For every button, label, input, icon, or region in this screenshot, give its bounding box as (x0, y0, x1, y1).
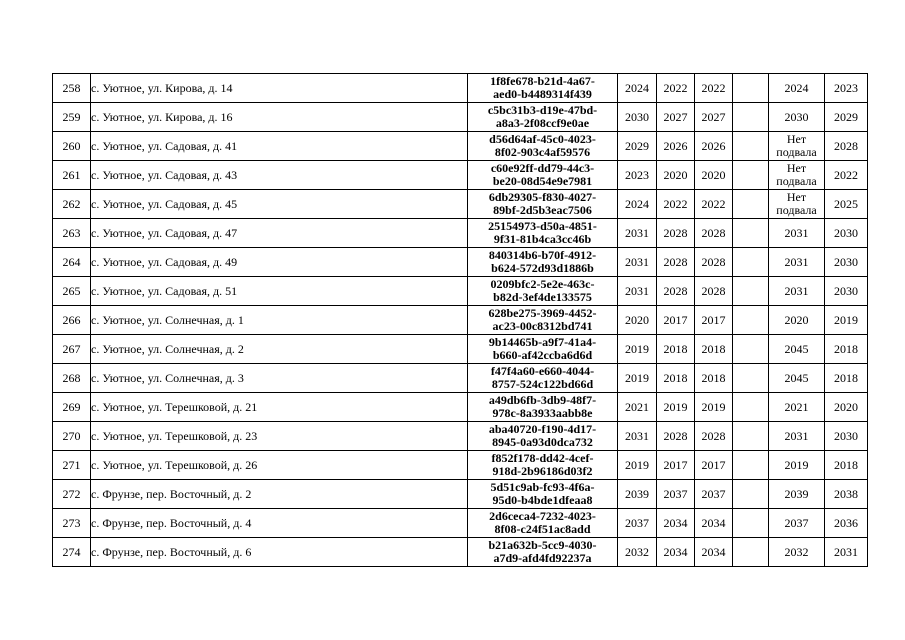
basement-note-cell (769, 190, 825, 219)
year-cell-6: 2018 (825, 451, 868, 480)
year-cell-3: 2022 (695, 74, 733, 103)
guid-cell (468, 306, 618, 335)
guid-cell-line-2: 95d0-b4bde1dfeaa8 (492, 493, 593, 507)
year-cell-2: 2027 (657, 103, 695, 132)
year-cell-3: 2037 (695, 480, 733, 509)
empty-cell (733, 364, 769, 393)
guid-cell-line-1: 6db29305-f830-4027- (488, 190, 597, 204)
guid-cell-line-2: aed0-b4489314f439 (493, 87, 592, 101)
year-cell-1: 2029 (618, 132, 657, 161)
guid-cell (468, 451, 618, 480)
year-cell-3: 2028 (695, 219, 733, 248)
basement-note-cell-line-1: Нет (786, 190, 807, 204)
year-cell-2: 2022 (657, 74, 695, 103)
year-cell-2: 2017 (657, 306, 695, 335)
year-cell-6: 2018 (825, 364, 868, 393)
year-cell-1: 2023 (618, 161, 657, 190)
year-cell-5: 2021 (769, 393, 825, 422)
guid-cell-line-1: b21a632b-5cc9-4030- (488, 538, 597, 552)
empty-cell (733, 132, 769, 161)
year-cell-3: 2022 (695, 190, 733, 219)
year-cell-1: 2039 (618, 480, 657, 509)
guid-cell (468, 538, 618, 567)
year-cell-1: 2019 (618, 451, 657, 480)
table-row (53, 277, 868, 306)
year-cell-6: 2020 (825, 393, 868, 422)
row-number: 261 (53, 161, 91, 190)
address-cell: с. Уютное, ул. Садовая, д. 45 (91, 190, 468, 219)
table-body (53, 74, 868, 567)
table-row (53, 509, 868, 538)
year-cell-1: 2019 (618, 364, 657, 393)
row-number: 274 (53, 538, 91, 567)
row-number: 270 (53, 422, 91, 451)
year-cell-5: 2024 (769, 74, 825, 103)
year-cell-3: 2027 (695, 103, 733, 132)
empty-cell (733, 422, 769, 451)
empty-cell (733, 161, 769, 190)
guid-cell (468, 132, 618, 161)
year-cell-6: 2030 (825, 219, 868, 248)
guid-cell-line-2: 978c-8a3933aabb8e (492, 406, 593, 420)
row-number: 269 (53, 393, 91, 422)
guid-cell-line-1: c5bc31b3-d19e-47bd- (487, 103, 598, 117)
year-cell-3: 2028 (695, 277, 733, 306)
table-row (53, 190, 868, 219)
row-number: 260 (53, 132, 91, 161)
address-cell: с. Уютное, ул. Терешковой, д. 26 (91, 451, 468, 480)
row-number: 265 (53, 277, 91, 306)
year-cell-6: 2030 (825, 248, 868, 277)
year-cell-6: 2025 (825, 190, 868, 219)
row-number: 259 (53, 103, 91, 132)
table-row (53, 451, 868, 480)
year-cell-6: 2028 (825, 132, 868, 161)
empty-cell (733, 393, 769, 422)
address-cell: с. Фрунзе, пер. Восточный, д. 4 (91, 509, 468, 538)
year-cell-1: 2031 (618, 219, 657, 248)
year-cell-1: 2019 (618, 335, 657, 364)
year-cell-1: 2031 (618, 277, 657, 306)
table-row (53, 306, 868, 335)
year-cell-5: 2045 (769, 335, 825, 364)
guid-cell-line-2: 8f02-903c4af59576 (494, 145, 591, 159)
guid-cell-line-2: a8a3-2f08ccf9e0ae (495, 116, 590, 130)
guid-cell (468, 161, 618, 190)
row-number: 263 (53, 219, 91, 248)
empty-cell (733, 538, 769, 567)
empty-cell (733, 248, 769, 277)
year-cell-6: 2029 (825, 103, 868, 132)
guid-cell-line-1: c60e92ff-dd79-44c3- (490, 161, 595, 175)
guid-cell (468, 277, 618, 306)
guid-cell-line-1: 840314b6-b70f-4912- (488, 248, 597, 262)
year-cell-2: 2026 (657, 132, 695, 161)
address-cell: с. Фрунзе, пер. Восточный, д. 2 (91, 480, 468, 509)
row-number: 262 (53, 190, 91, 219)
empty-cell (733, 451, 769, 480)
basement-note-cell (769, 161, 825, 190)
year-cell-5: 2039 (769, 480, 825, 509)
address-cell: с. Уютное, ул. Солнечная, д. 2 (91, 335, 468, 364)
year-cell-2: 2034 (657, 538, 695, 567)
guid-cell-line-1: a49db6fb-3db9-48f7- (488, 393, 597, 407)
basement-note-cell (769, 132, 825, 161)
year-cell-1: 2021 (618, 393, 657, 422)
empty-cell (733, 74, 769, 103)
basement-note-cell-line-2: подвала (776, 203, 817, 217)
row-number: 267 (53, 335, 91, 364)
guid-cell (468, 219, 618, 248)
guid-cell-line-2: 8f08-c24f51ac8add (494, 522, 591, 536)
address-cell: с. Уютное, ул. Солнечная, д. 3 (91, 364, 468, 393)
guid-cell-line-2: 9f31-81b4ca3cc46b (493, 232, 592, 246)
table-row (53, 248, 868, 277)
year-cell-1: 2024 (618, 74, 657, 103)
guid-cell-line-2: 8757-524c122bd66d (491, 377, 594, 391)
year-cell-2: 2018 (657, 335, 695, 364)
guid-cell (468, 393, 618, 422)
address-cell: с. Уютное, ул. Кирова, д. 16 (91, 103, 468, 132)
year-cell-6: 2023 (825, 74, 868, 103)
guid-cell-line-1: aba40720-f190-4d17- (488, 422, 597, 436)
guid-cell (468, 509, 618, 538)
guid-cell-line-1: 628be275-3969-4452- (488, 306, 597, 320)
year-cell-1: 2020 (618, 306, 657, 335)
row-number: 268 (53, 364, 91, 393)
year-cell-3: 2034 (695, 509, 733, 538)
year-cell-5: 2037 (769, 509, 825, 538)
guid-cell-line-2: b660-af42ccba6d6d (492, 348, 593, 362)
year-cell-2: 2020 (657, 161, 695, 190)
basement-note-cell-line-2: подвала (776, 145, 817, 159)
address-cell: с. Уютное, ул. Садовая, д. 49 (91, 248, 468, 277)
guid-cell-line-1: 1f8fe678-b21d-4a67- (490, 74, 595, 88)
guid-cell-line-2: 89bf-2d5b3eac7506 (493, 203, 592, 217)
year-cell-1: 2031 (618, 422, 657, 451)
empty-cell (733, 277, 769, 306)
year-cell-2: 2022 (657, 190, 695, 219)
table-row (53, 103, 868, 132)
table-row (53, 422, 868, 451)
table-row (53, 74, 868, 103)
year-cell-6: 2036 (825, 509, 868, 538)
table-row (53, 364, 868, 393)
year-cell-1: 2024 (618, 190, 657, 219)
year-cell-3: 2034 (695, 538, 733, 567)
empty-cell (733, 335, 769, 364)
address-cell: с. Уютное, ул. Садовая, д. 51 (91, 277, 468, 306)
year-cell-6: 2031 (825, 538, 868, 567)
address-cell: с. Уютное, ул. Садовая, д. 47 (91, 219, 468, 248)
year-cell-1: 2030 (618, 103, 657, 132)
year-cell-3: 2019 (695, 393, 733, 422)
year-cell-2: 2028 (657, 422, 695, 451)
year-cell-3: 2017 (695, 306, 733, 335)
guid-cell-line-2: be20-08d54e9e7981 (492, 174, 593, 188)
year-cell-5: 2031 (769, 422, 825, 451)
table-row (53, 393, 868, 422)
year-cell-3: 2028 (695, 422, 733, 451)
guid-cell-line-2: a7d9-afd4fd92237a (493, 551, 592, 565)
address-cell: с. Уютное, ул. Садовая, д. 41 (91, 132, 468, 161)
table-row (53, 335, 868, 364)
row-number: 264 (53, 248, 91, 277)
year-cell-2: 2019 (657, 393, 695, 422)
year-cell-6: 2030 (825, 422, 868, 451)
empty-cell (733, 480, 769, 509)
year-cell-5: 2020 (769, 306, 825, 335)
year-cell-3: 2026 (695, 132, 733, 161)
year-cell-2: 2028 (657, 248, 695, 277)
address-cell: с. Уютное, ул. Кирова, д. 14 (91, 74, 468, 103)
guid-cell-line-1: 9b14465b-a9f7-41a4- (488, 335, 597, 349)
guid-cell-line-1: 2d6ceca4-7232-4023- (489, 509, 596, 523)
guid-cell (468, 74, 618, 103)
address-cell: с. Фрунзе, пер. Восточный, д. 6 (91, 538, 468, 567)
year-cell-3: 2020 (695, 161, 733, 190)
guid-cell-line-1: f852f178-dd42-4cef- (491, 451, 594, 465)
guid-cell-line-2: b82d-3ef4de133575 (493, 290, 592, 304)
table-row (53, 480, 868, 509)
table-row (53, 219, 868, 248)
year-cell-2: 2037 (657, 480, 695, 509)
guid-cell-line-2: b624-572d93d1886b (491, 261, 594, 275)
guid-cell-line-1: f47f4a60-e660-4044- (490, 364, 595, 378)
guid-cell (468, 335, 618, 364)
empty-cell (733, 306, 769, 335)
address-cell: с. Уютное, ул. Терешковой, д. 23 (91, 422, 468, 451)
guid-cell (468, 480, 618, 509)
table-row (53, 132, 868, 161)
year-cell-2: 2017 (657, 451, 695, 480)
year-cell-5: 2031 (769, 219, 825, 248)
guid-cell (468, 248, 618, 277)
empty-cell (733, 190, 769, 219)
guid-cell (468, 103, 618, 132)
year-cell-1: 2037 (618, 509, 657, 538)
row-number: 271 (53, 451, 91, 480)
year-cell-2: 2018 (657, 364, 695, 393)
guid-cell-line-1: d56d64af-45c0-4023- (489, 132, 596, 146)
year-cell-5: 2031 (769, 277, 825, 306)
basement-note-cell-line-2: подвала (776, 174, 817, 188)
year-cell-1: 2031 (618, 248, 657, 277)
address-cell: с. Уютное, ул. Солнечная, д. 1 (91, 306, 468, 335)
year-cell-3: 2017 (695, 451, 733, 480)
table-row (53, 538, 868, 567)
year-cell-6: 2030 (825, 277, 868, 306)
address-cell: с. Уютное, ул. Садовая, д. 43 (91, 161, 468, 190)
empty-cell (733, 103, 769, 132)
guid-cell-line-1: 0209bfc2-5e2e-463c- (490, 277, 595, 291)
row-number: 266 (53, 306, 91, 335)
row-number: 272 (53, 480, 91, 509)
guid-cell-line-1: 25154973-d50a-4851- (488, 219, 597, 233)
year-cell-5: 2019 (769, 451, 825, 480)
year-cell-2: 2034 (657, 509, 695, 538)
year-cell-2: 2028 (657, 277, 695, 306)
basement-note-cell-line-1: Нет (786, 132, 807, 146)
guid-cell-line-2: 918d-2b96186d03f2 (492, 464, 593, 478)
year-cell-6: 2038 (825, 480, 868, 509)
guid-cell (468, 190, 618, 219)
year-cell-6: 2019 (825, 306, 868, 335)
year-cell-5: 2030 (769, 103, 825, 132)
table-row (53, 161, 868, 190)
year-cell-6: 2018 (825, 335, 868, 364)
year-cell-3: 2028 (695, 248, 733, 277)
year-cell-3: 2018 (695, 364, 733, 393)
year-cell-6: 2022 (825, 161, 868, 190)
empty-cell (733, 509, 769, 538)
guid-cell-line-1: 5d51c9ab-fc93-4f6a- (490, 480, 595, 494)
year-cell-3: 2018 (695, 335, 733, 364)
year-cell-5: 2031 (769, 248, 825, 277)
year-cell-5: 2032 (769, 538, 825, 567)
year-cell-1: 2032 (618, 538, 657, 567)
row-number: 258 (53, 74, 91, 103)
guid-cell (468, 422, 618, 451)
basement-note-cell-line-1: Нет (786, 161, 807, 175)
address-cell: с. Уютное, ул. Терешковой, д. 21 (91, 393, 468, 422)
year-cell-5: 2045 (769, 364, 825, 393)
guid-cell (468, 364, 618, 393)
year-cell-2: 2028 (657, 219, 695, 248)
row-number: 273 (53, 509, 91, 538)
guid-cell-line-2: ac23-00c8312bd741 (492, 319, 593, 333)
housing-register-table (52, 73, 868, 567)
guid-cell-line-2: 8945-0a93d0dca732 (492, 435, 593, 449)
empty-cell (733, 219, 769, 248)
